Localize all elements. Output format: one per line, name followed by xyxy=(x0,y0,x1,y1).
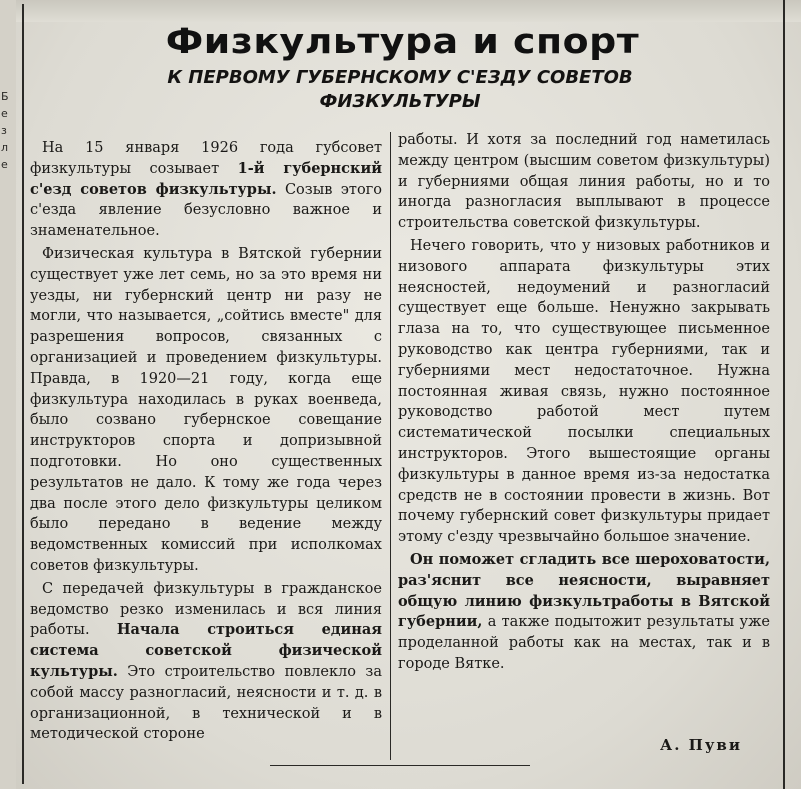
article-subtitle: К ПЕРВОМУ ГУБЕРНСКОМУ С'ЕЗДУ СОВЕТОВ ФИЗКУЛЬТУРЫ xyxy=(167,67,633,112)
left-column-rule xyxy=(22,4,24,784)
right-text-column xyxy=(398,130,770,675)
paragraph-3-continued: работы. И хотя за последний год наметилась между центром (высшим советом физкультуры) и губерниями общая линия работы, но и то иногда разногласия выплывают в процессе строительства советской физкультуры. xyxy=(398,132,770,232)
adjacent-column-edge xyxy=(0,0,16,789)
paragraph-4: Нечего говорить, что у низовых работников и низового аппарата физкультуры этих неясностей, недоумений и разногласий существует еще больше. Ненужно закрывать глаза на то, что существующее письменное руководство как центра губерниями, так и губерниями мест недостаточное. Нужна постоянная живая связь, нужно постоянное руководство работой мест путем систематической посылки специальных инструкторов. Этого вышестоящие органы физкультуры в данное время из-за недостатка средств не в состоянии провести в жизнь. Вот почему губернский совет физкультуры придает этому с'езду чрезвычайно большое значение. xyxy=(398,237,770,546)
article-title: Физкультура и спорт xyxy=(165,22,640,62)
paragraph-3-end: Это строительство повлекло за собой массу разногласий, неясности и т. д. в организационной, в технической и в методической стороне xyxy=(30,663,382,743)
paragraph-3 xyxy=(30,579,382,745)
paragraph-3-start: С передачей физкультуры в гражданское ведомство резко изменилась и вся линия работы. xyxy=(30,580,382,639)
paragraph-5-end: а также подытожит результаты уже проделанной работы как на местах, так и в городе Вятке. xyxy=(398,614,770,672)
paragraph-5-bold: Он поможет сгладить все шероховатости, раз'яснит все неясности, выравняет общую линию физкультработы в Вятской губернии, xyxy=(398,550,770,631)
paragraph-1 xyxy=(30,138,382,242)
right-column-rule xyxy=(783,0,785,789)
paragraph-1-bold: 1-й губернский с'езд советов физкультуры. xyxy=(30,159,382,198)
previous-article-edge xyxy=(16,0,801,22)
paragraph-5 xyxy=(398,550,770,675)
adjacent-column-letters: Безле xyxy=(1,90,9,171)
left-text-column xyxy=(30,138,382,745)
paragraph-1-start: На 15 января 1926 года губсовет физкультуры созывает xyxy=(30,140,382,177)
paragraph-2: Физическая культура в Вятской губернии существует уже лет семь, но за это время ни уезды, ни губернский центр ни разу не могли, что называется, „сойтись вместе" для разрешения вопросов, связанных с организацией и проведением физкультуры. Правда, в 1920—21 году, когда еще физкультура находилась в руках военведа, было созвано губернское совещание инструкторов спорта и допризывной подготовки. Но оно существенных результатов не дало. К тому же года через два после этого дело физкультуры целиком было передано в ведение между ведомственных комиссий при исполкомах советов физкультуры. xyxy=(30,245,382,574)
paragraph-3-bold: Начала строиться единая система советской физической культуры. xyxy=(30,621,383,680)
author-signature: А. Пуви xyxy=(660,736,742,754)
article-end-rule xyxy=(270,765,530,766)
paragraph-1-end: Созыв этого с'езда явление безусловно важное и знаменательное. xyxy=(30,181,383,240)
column-divider xyxy=(390,132,391,760)
